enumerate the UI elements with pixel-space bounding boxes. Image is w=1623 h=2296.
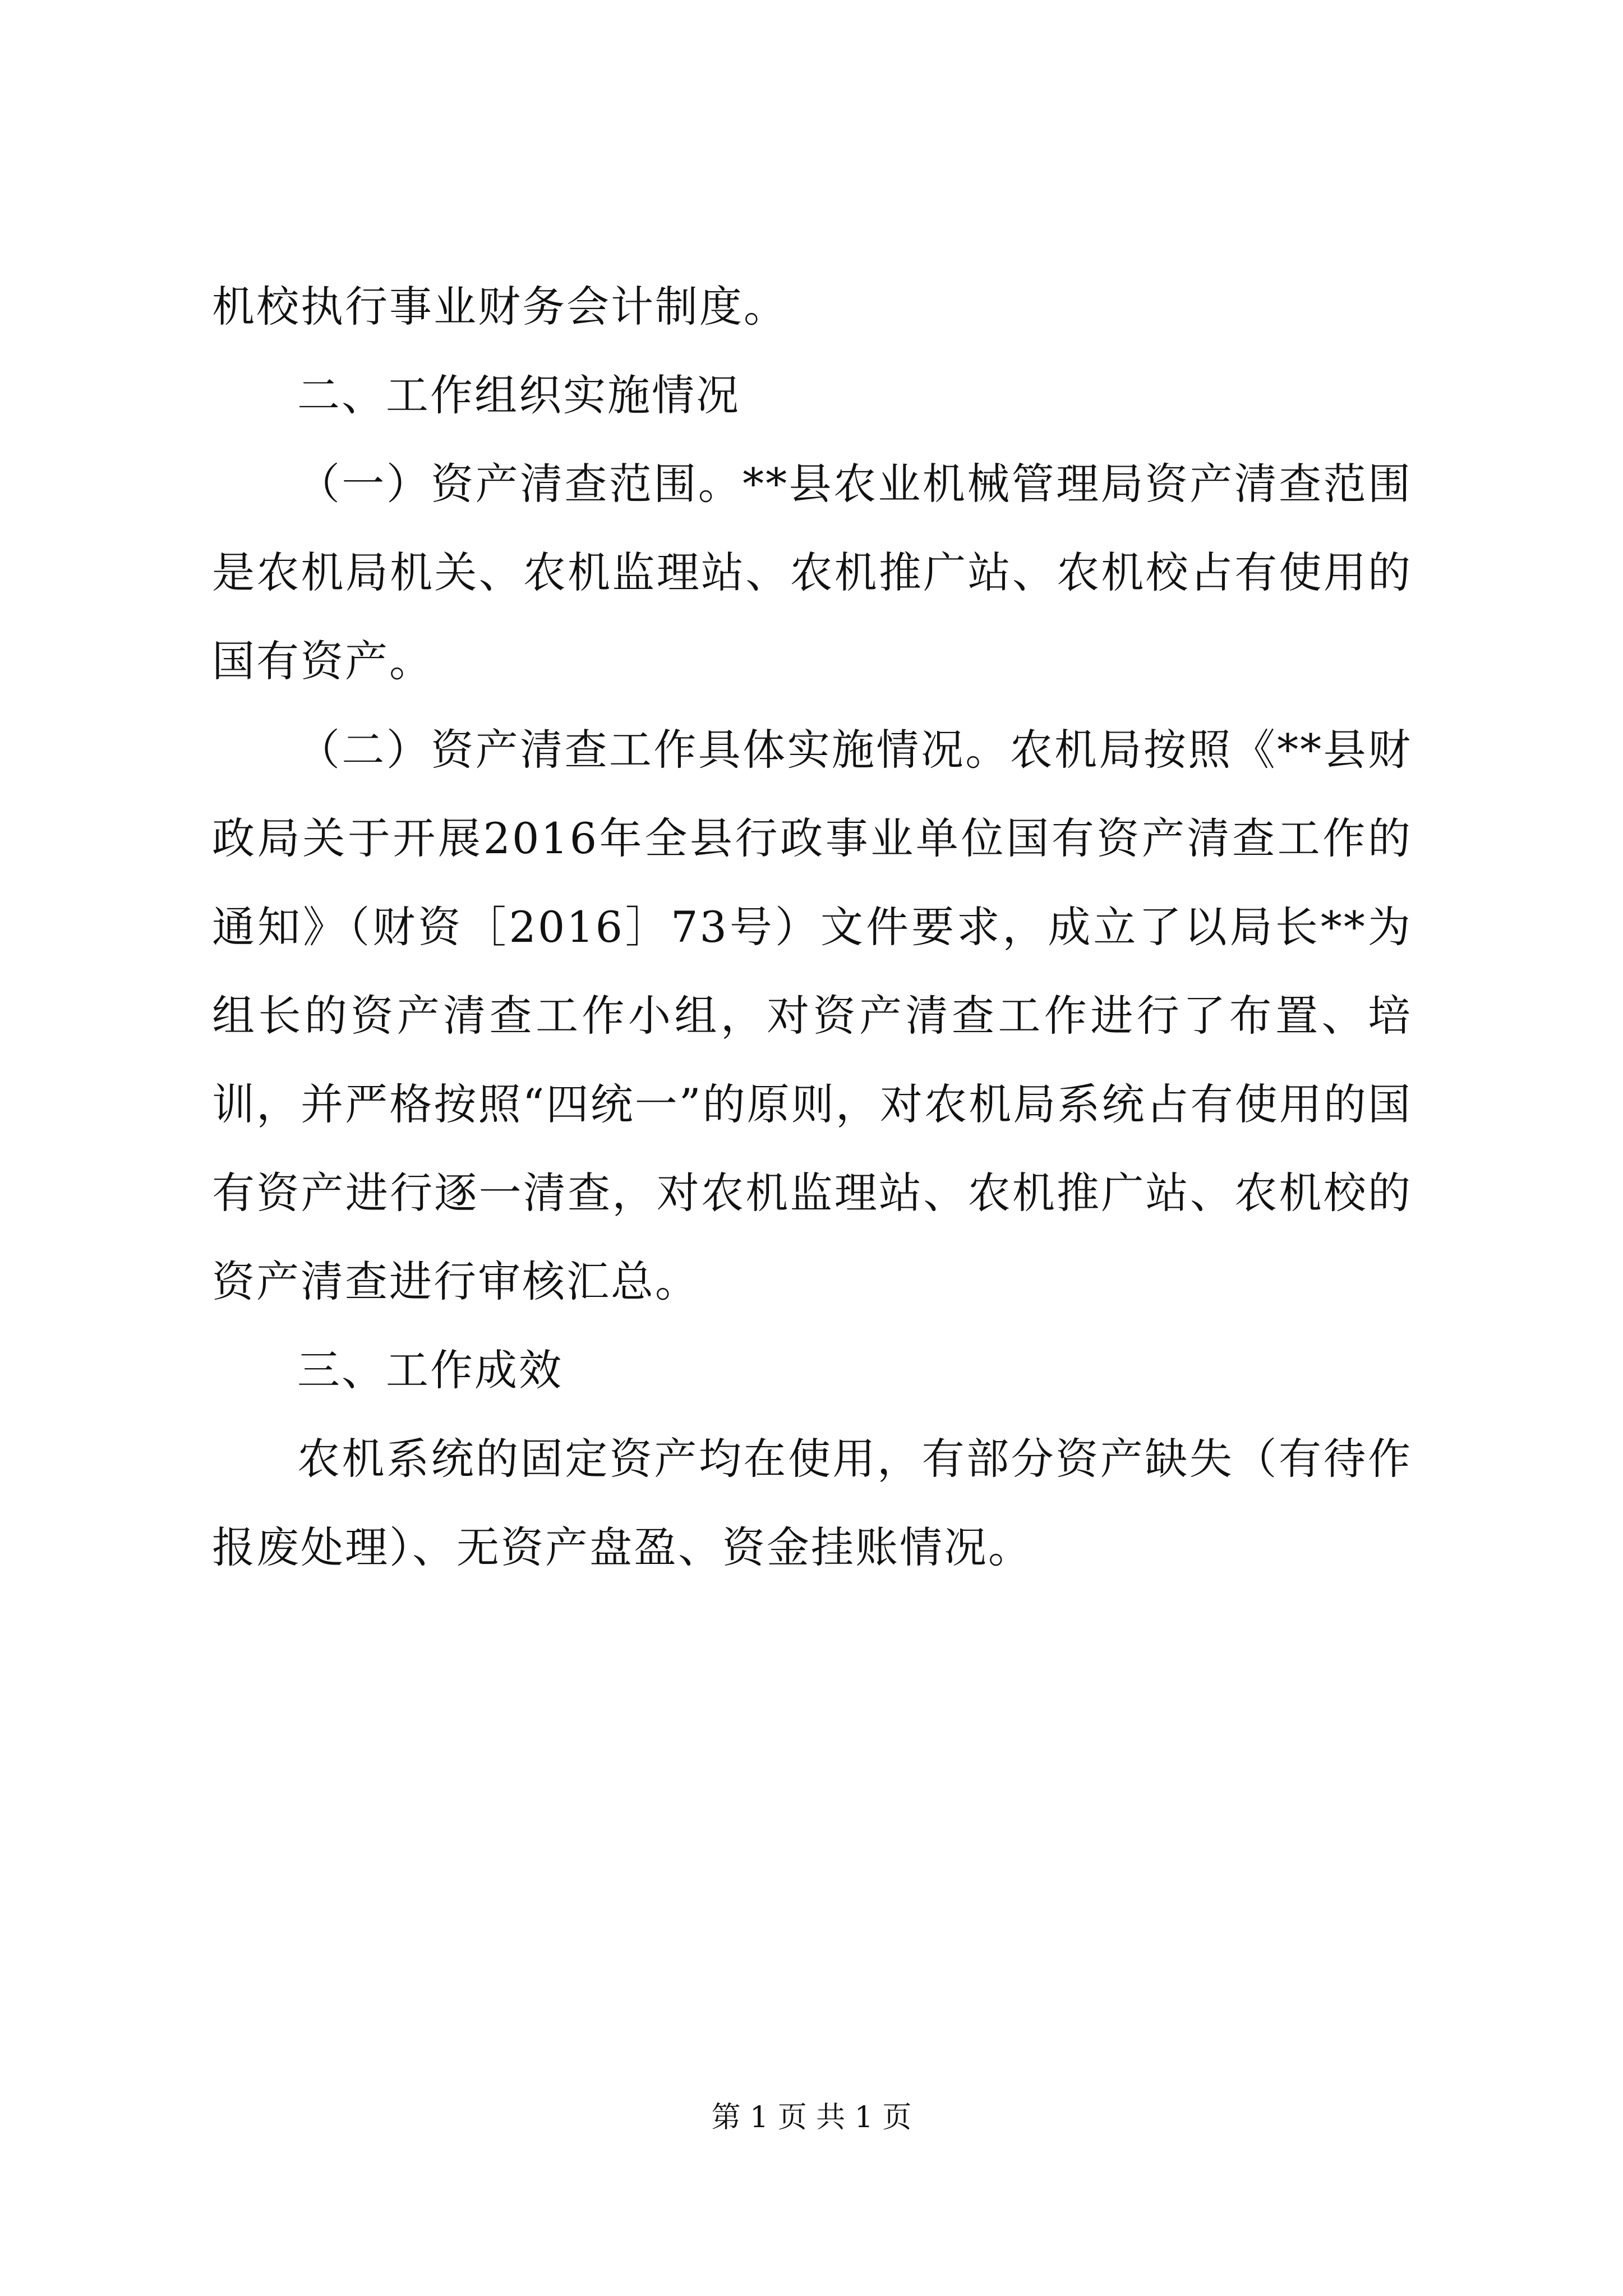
paragraph-scope: （一）资产清查范围。**县农业机械管理局资产清查范围是农机局机关、农机监理站、农机推广站、农机校占有使用的国有资产。 (212, 459, 1412, 686)
paragraph-continuation: 机校执行事业财务会计制度。 (212, 282, 788, 332)
page-footer: 第 1 页 共 1 页 (711, 2101, 912, 2134)
paragraph-results: 农机系统的固定资产均在使用，有部分资产缺失（有待作报废处理）、无资产盘盈、资金挂账情况。 (212, 1434, 1412, 1572)
document-body (212, 263, 1412, 1592)
section-heading-implementation: 二、工作组织实施情况 (297, 370, 740, 420)
section-heading-results: 三、工作成效 (297, 1345, 563, 1395)
paragraph-implementation-details: （二）资产清查工作具体实施情况。农机局按照《**县财政局关于开展2016年全县行政事业单位国有资产清查工作的通知》（财资［2016］73号）文件要求，成立了以局长**为组长的资产清查工作小组，对资产清查工作进行了布置、培训，并严格按照“四统一”的原则，对农机局系统占有使用的国有资产进行逐一清查，对农机监理站、农机推广站、农机校的资产清查进行审核汇总。 (212, 725, 1412, 1306)
